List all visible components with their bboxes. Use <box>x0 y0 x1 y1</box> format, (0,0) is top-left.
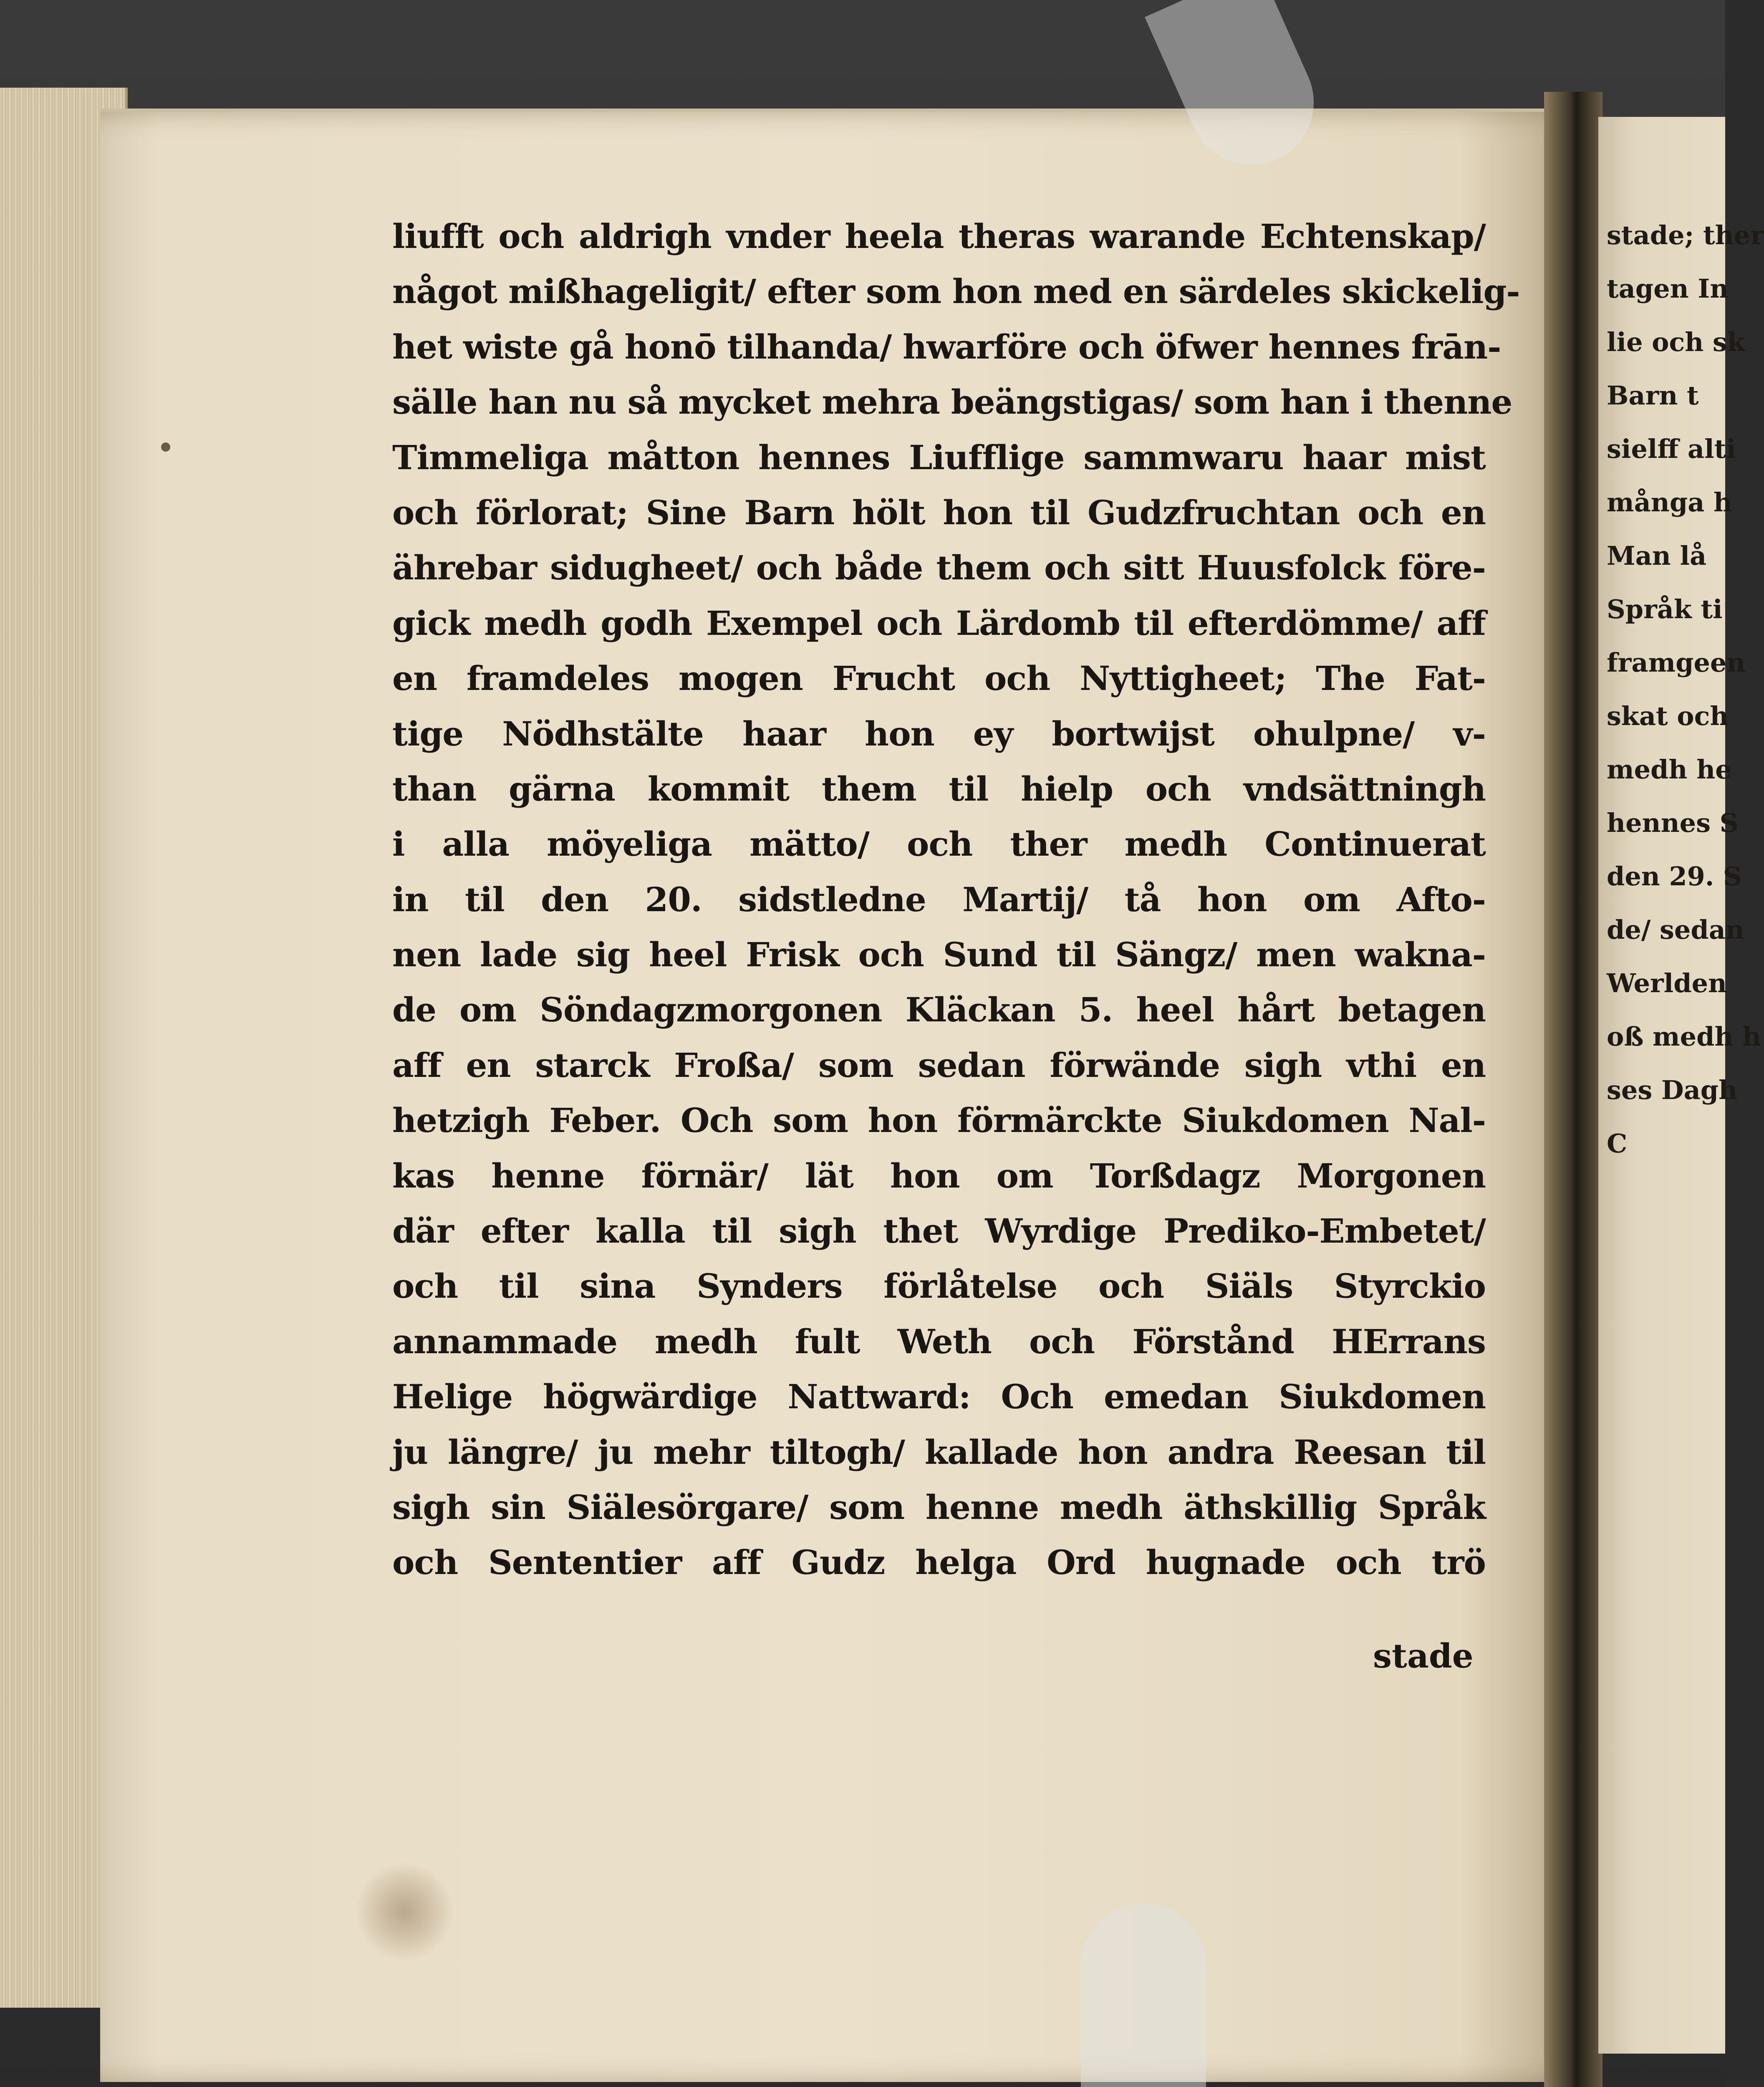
text-line: och til sina Synders förlåtelse och Siäls Styrckio <box>392 1266 1486 1306</box>
text-line: gick medh godh Exempel och Lärdomb til efterdömme/ aff <box>392 603 1486 643</box>
facing-line: framgeen <box>1607 647 1746 678</box>
binding-gutter <box>1544 92 1602 2087</box>
text-line: kas henne förnär/ lät hon om Torßdagz Morgonen <box>392 1156 1486 1195</box>
facing-line: C <box>1607 1128 1628 1159</box>
facing-line: medh he <box>1607 754 1732 785</box>
text-line: Timmeliga måtton hennes Liufflige sammwaru haar mist <box>392 437 1486 477</box>
facing-line: de/ sedan <box>1607 915 1744 945</box>
facing-line: skat och <box>1607 701 1729 731</box>
text-line: Helige högwärdige Nattward: Och emedan Siukdomen <box>392 1377 1486 1417</box>
text-line: i alla möyeliga mätto/ och ther medh Continuerat <box>392 824 1486 864</box>
facing-text-block <box>1607 209 1764 1170</box>
facing-line: Språk ti <box>1607 594 1723 624</box>
facing-line: oß medh h <box>1607 1021 1761 1052</box>
main-text-block <box>392 209 1520 1590</box>
facing-line: Werlden <box>1607 968 1727 998</box>
facing-line: lie och sk <box>1607 327 1745 357</box>
facing-line: Man lå <box>1607 541 1707 571</box>
text-line: in til den 20. sidstledne Martij/ tå hon om Afto- <box>392 879 1486 919</box>
text-line: sälle han nu så mycket mehra beängstigas/ som han i thenne <box>392 382 1512 422</box>
margin-dot <box>161 442 170 452</box>
text-line: där efter kalla til sigh thet Wyrdige Prediko-Embetet/ <box>392 1211 1486 1251</box>
facing-line: många h <box>1607 487 1733 518</box>
text-line: och förlorat; Sine Barn hölt hon til Gudzfruchtan och en <box>392 493 1486 532</box>
text-line: hetzigh Feber. Och som hon förmärckte Siukdomen Nal- <box>392 1101 1486 1140</box>
text-line: en framdeles mogen Frucht och Nyttigheet; The Fat- <box>392 659 1486 698</box>
catchword: stade <box>1373 1636 1474 1675</box>
text-line: liufft och aldrigh vnder heela theras warande Echtenskap/ <box>392 217 1486 256</box>
text-line: ährebar sidugheet/ och både them och sitt Huusfolck före- <box>392 548 1486 588</box>
text-line: than gärna kommit them til hielp och vndsättningh <box>392 769 1486 809</box>
text-line: aff en starck Froßa/ som sedan förwände sigh vthi en <box>392 1045 1486 1085</box>
glass-page-holder-bottom <box>1081 1903 1206 2087</box>
text-line: ju längre/ ju mehr tiltogh/ kallade hon andra Reesan til <box>392 1432 1486 1472</box>
text-line: nen lade sig heel Frisk och Sund til Sängz/ men wakna- <box>392 935 1486 975</box>
text-line: het wiste gå honō tilhanda/ hwarföre och öfwer hennes frān- <box>392 327 1501 366</box>
text-line: tige Nödhstälte haar hon ey bortwijst ohulpne/ v- <box>392 714 1486 753</box>
text-line: de om Söndagzmorgonen Kläckan 5. heel hårt betagen <box>392 990 1486 1030</box>
facing-line: hennes S <box>1607 808 1739 838</box>
text-line: och Sententier aff Gudz helga Ord hugnade och trö <box>392 1543 1486 1582</box>
text-line: annammade medh fult Weth och Förstånd HErrans <box>392 1321 1486 1361</box>
facing-line: sielff alti <box>1607 434 1736 464</box>
text-line: något mißhageligit/ efter som hon med en särdeles skickelig- <box>392 272 1520 311</box>
facing-line: Barn t <box>1607 380 1699 411</box>
facing-line: stade; ther <box>1607 220 1764 250</box>
facing-line: den 29. S <box>1607 861 1742 892</box>
facing-line: ses Dagh <box>1607 1075 1738 1105</box>
facing-line: tagen In <box>1607 273 1729 304</box>
text-line: sigh sin Siälesörgare/ som henne medh äthskillig Språk <box>392 1487 1486 1527</box>
